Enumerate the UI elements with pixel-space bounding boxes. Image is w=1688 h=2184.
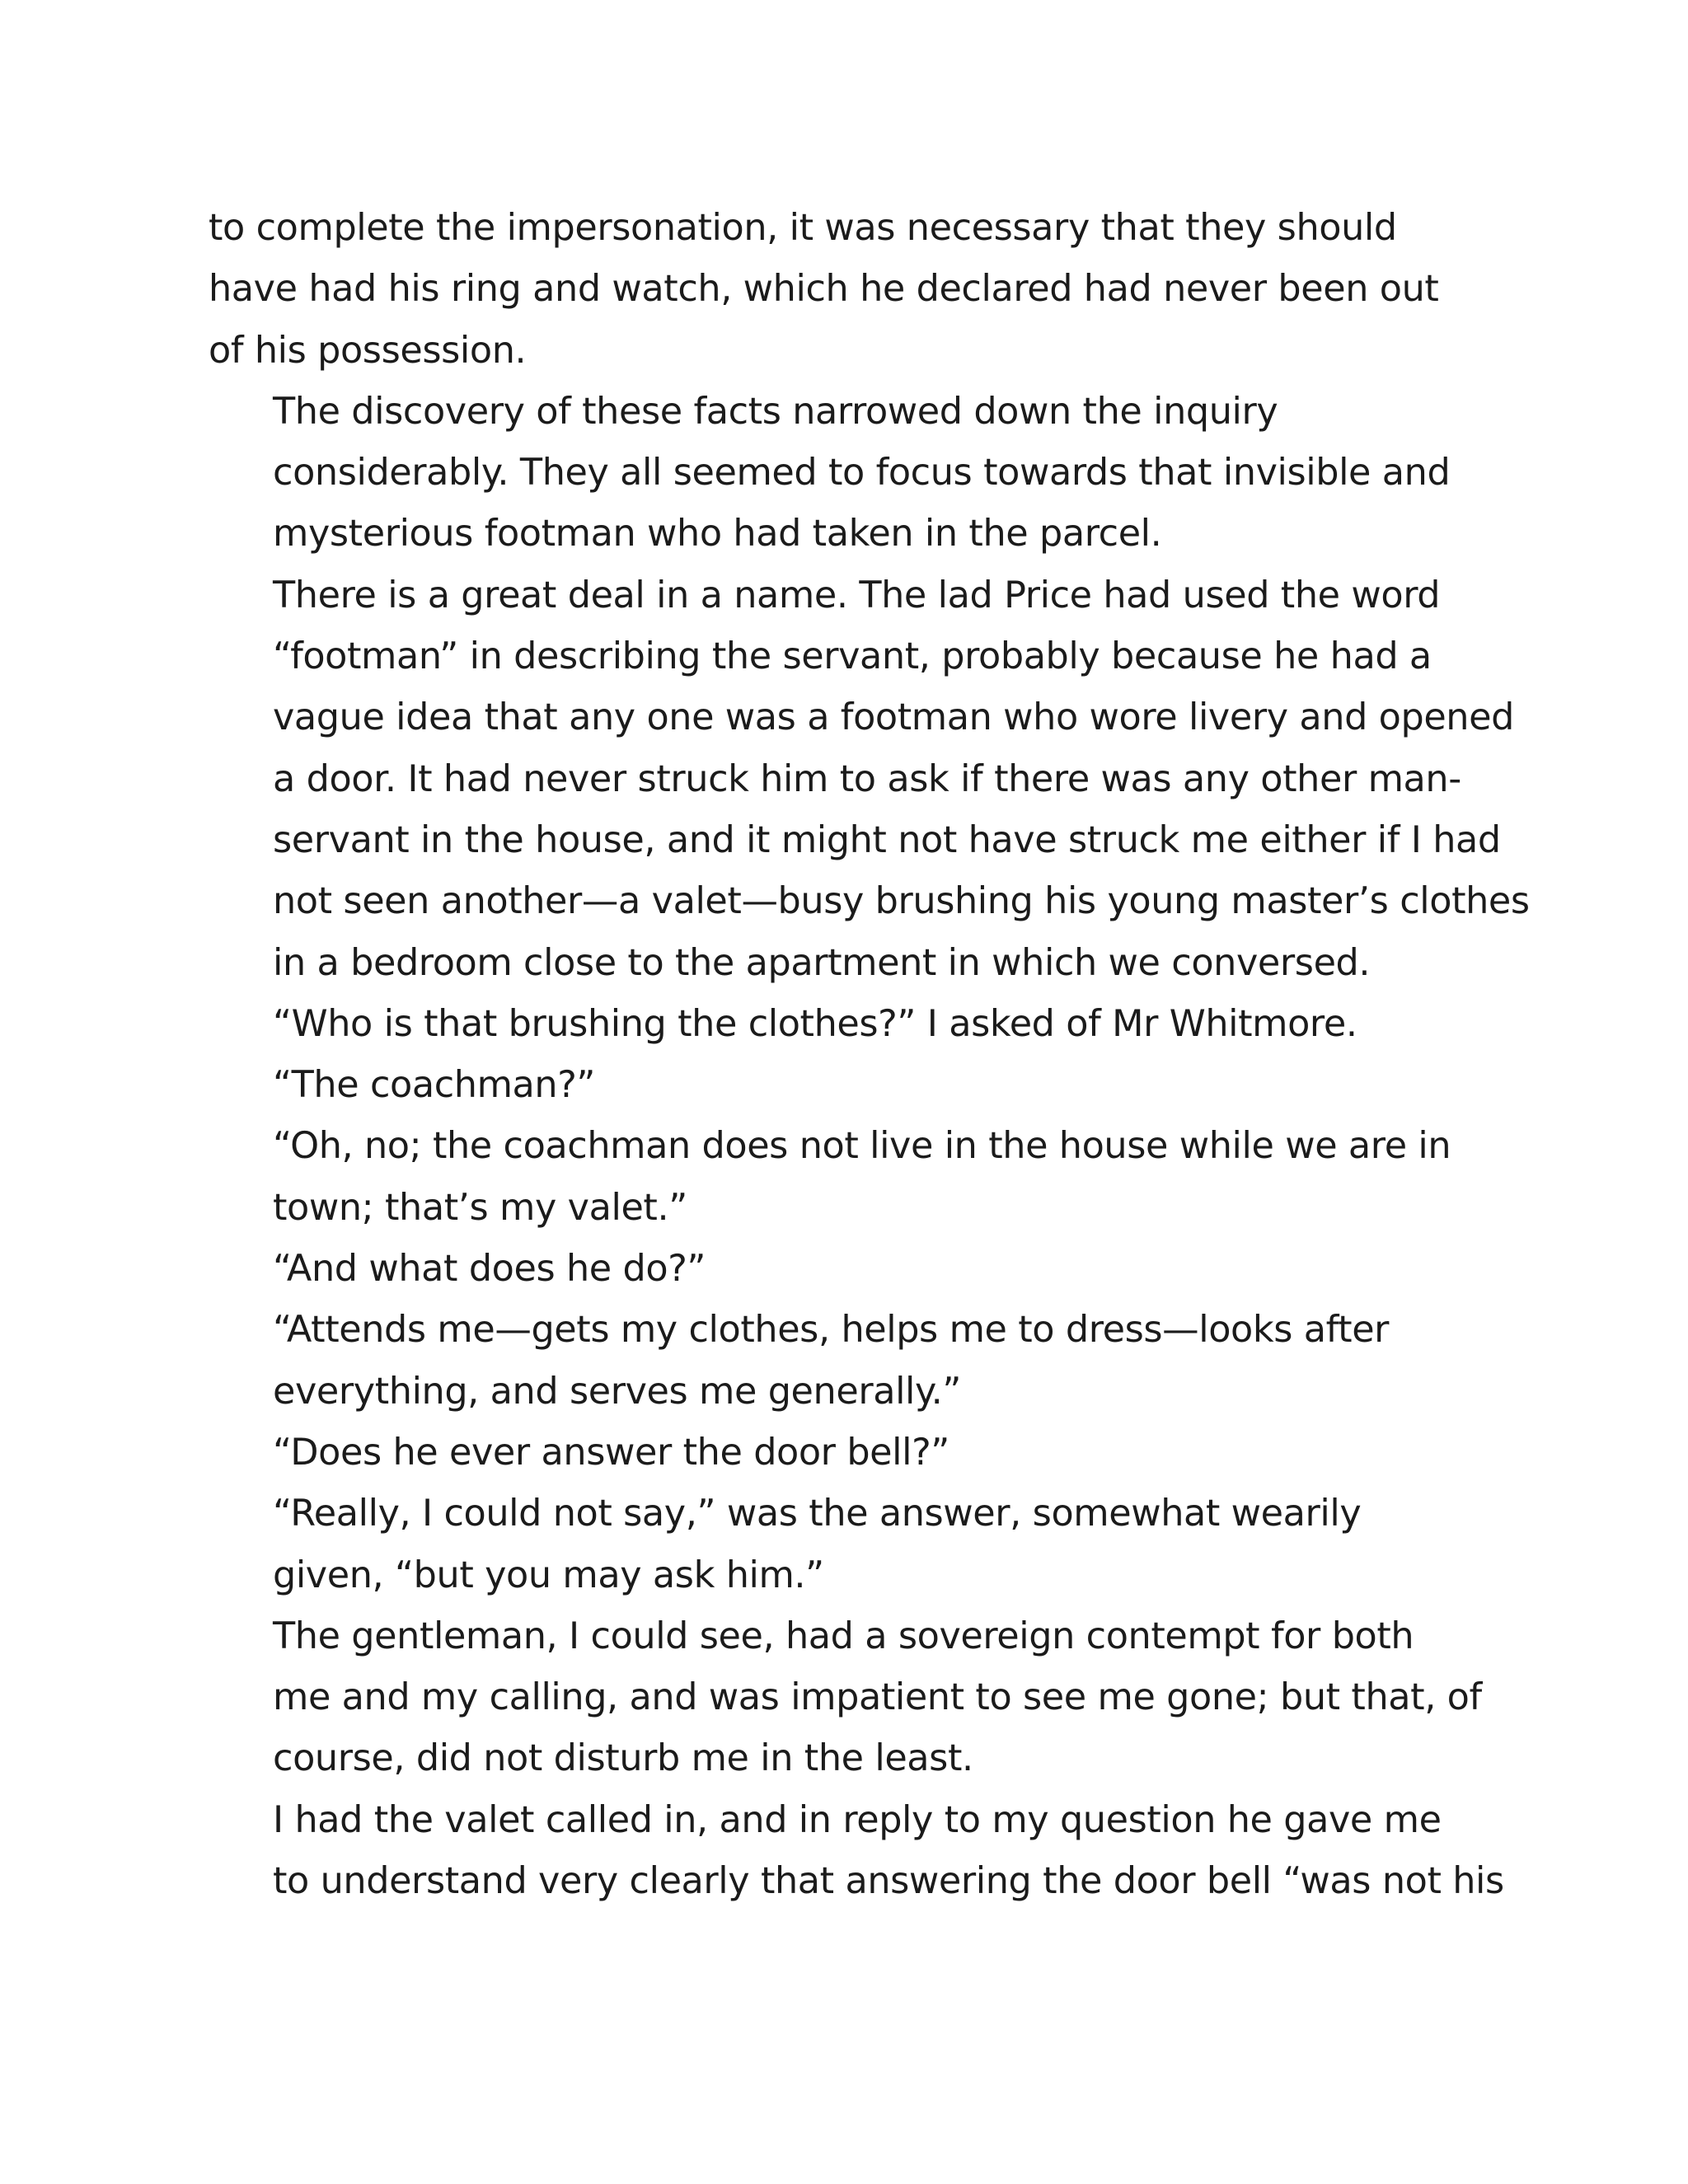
page-body-text xyxy=(209,198,1530,1912)
text-line: a door. It had never struck him to ask if there was any other man- xyxy=(273,757,1461,800)
paragraph-7 xyxy=(209,1300,1494,1422)
text-line: “Really, I could not say,” was the answer, somewhat wearily xyxy=(273,1493,1362,1535)
text-line: “And what does he do?” xyxy=(273,1248,706,1291)
text-line: to understand very clearly that answering the door bell “was not his xyxy=(273,1860,1504,1903)
paragraph-4 xyxy=(209,994,1494,1117)
paragraph-6 xyxy=(209,1239,1494,1300)
paragraph-1 xyxy=(209,198,1494,382)
text-line: town; that’s my valet.” xyxy=(273,1186,687,1229)
text-line: everything, and serves me generally.” xyxy=(273,1370,962,1413)
text-line: “Who is that brushing the clothes?” I asked of Mr Whitmore. xyxy=(273,1002,1357,1045)
text-line: I had the valet called in, and in reply to my question he gave me xyxy=(273,1798,1442,1841)
text-line: course, did not disturb me in the least. xyxy=(273,1737,973,1780)
text-line: There is a great deal in a name. The lad Price had used the word xyxy=(273,574,1441,616)
text-line: in a bedroom close to the apartment in which we conversed. xyxy=(273,941,1371,984)
paragraph-9 xyxy=(209,1483,1494,1606)
paragraph-11 xyxy=(209,1790,1504,1913)
text-line: “Attends me—gets my clothes, helps me to dress—looks after xyxy=(273,1309,1390,1352)
text-line: The gentleman, I could see, had a sovereign contempt for both xyxy=(273,1615,1414,1657)
text-line: The discovery of these facts narrowed down the inquiry xyxy=(273,390,1278,433)
text-line: to complete the impersonation, it was necessary that they should xyxy=(209,207,1397,249)
text-line: “The coachman?” xyxy=(273,1064,596,1107)
paragraph-8 xyxy=(209,1422,1494,1483)
text-line: me and my calling, and was impatient to see me gone; but that, of xyxy=(273,1676,1482,1719)
text-line: of his possession. xyxy=(209,329,527,372)
text-line: “footman” in describing the servant, probably because he had a xyxy=(273,635,1432,678)
text-line: mysterious footman who had taken in the parcel. xyxy=(273,513,1162,555)
paragraph-10 xyxy=(209,1606,1494,1790)
text-line: vague idea that any one was a footman who wore livery and opened xyxy=(273,696,1514,739)
paragraph-5 xyxy=(209,1116,1494,1239)
text-line: servant in the house, and it might not have struck me either if I had xyxy=(273,818,1501,861)
text-line: have had his ring and watch, which he declared had never been out xyxy=(209,268,1439,311)
text-line: not seen another—a valet—busy brushing his young master’s clothes xyxy=(273,880,1530,923)
paragraph-2 xyxy=(209,382,1494,565)
text-line: given, “but you may ask him.” xyxy=(273,1554,824,1596)
text-line: “Does he ever answer the door bell?” xyxy=(273,1431,950,1474)
paragraph-3 xyxy=(209,565,1530,994)
text-line: considerably. They all seemed to focus towards that invisible and xyxy=(273,452,1451,494)
text-line: “Oh, no; the coachman does not live in the house while we are in xyxy=(273,1125,1451,1168)
